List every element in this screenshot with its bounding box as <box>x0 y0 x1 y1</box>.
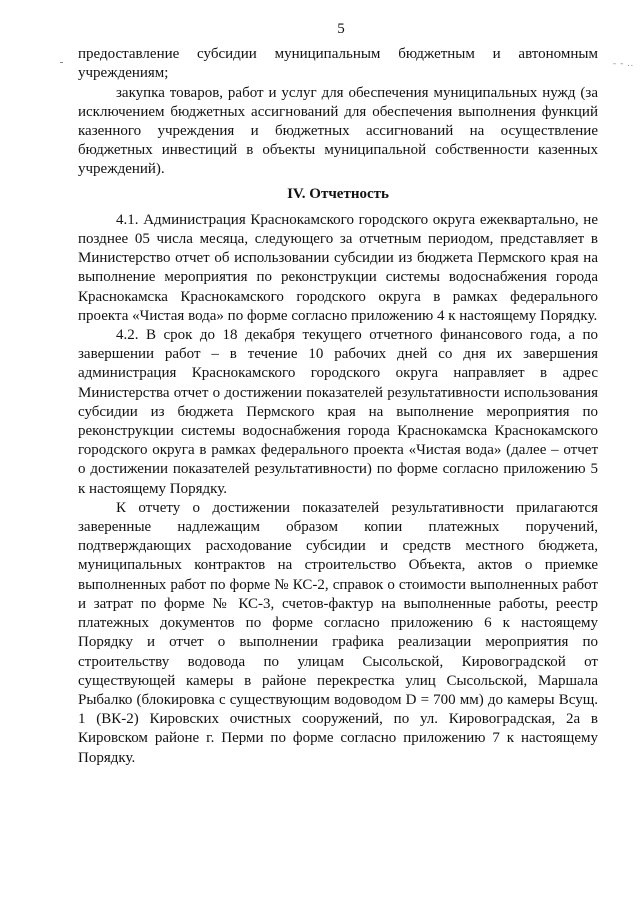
paragraph-procurement: закупка товаров, работ и услуг для обеспечения муниципальных нужд (за исключением бюджетных ассигнований для обеспечения выполнения функций казенного учреждения и бюджетных ассигнований на осуществление бюджетных инвестиций в объекты муниципальной собственности казенных учреждений). <box>78 84 598 178</box>
section-heading: IV. Отчетность <box>287 185 389 202</box>
scan-mark-left <box>60 62 63 63</box>
document-page <box>78 20 598 768</box>
paragraph-4-1: 4.1. Администрация Краснокамского городского округа ежеквартально, не позднее 05 числа месяца, следующего за отчетным периодом, представляет в Министерство отчет об использовании субсидии из бюджета Пермского края на выполнение мероприятия по реконструкции системы водоснабжения города Краснокамска Краснокамского городского округа в рамках федерального проекта «Чистая вода» по форме согласно приложению 4 к настоящему Порядку. <box>78 211 598 324</box>
scan-mark-corner: - - .. <box>613 58 634 68</box>
paragraph-report-attachments: К отчету о достижении показателей результативности прилагаются заверенные надлежащим образом копии платежных поручений, подтверждающих расходование субсидии и средств местного бюджета, муниципальных контрактов на строительство Объекта, актов о приемке выполненных работ по форме № КС-2, справок о стоимости выполненных работ и затрат по форме № КС-3, счетов-фактур на выполненные работы, реестр платежных документов по форме согласно приложению 6 к настоящему Порядку и отчет о выполнении графика реализации мероприятия по строительству водовода по улицам Сысольской, Кировоградской от существующей камеры в районе перекрестка улиц Сысольской, Маршала Рыбалко (блокировка с существующим водоводом D = 700 мм) до камеры Всущ. 1 (ВК-2) Кировских очистных сооружений, по ул. Кировоградская, 2а в Кировском районе г. Перми по форме согласно приложению 7 к настоящему Порядку. <box>78 499 598 766</box>
paragraph-subsidy-provision: предоставление субсидии муниципальным бюджетным и автономным учреждениям; <box>78 46 598 82</box>
page-number: 5 <box>337 21 345 37</box>
paragraph-4-2: 4.2. В срок до 18 декабря текущего отчетного финансового года, а по завершении работ – в течение 10 рабочих дней со дня их завершения администрация Краснокамского городского округа направляет в адрес Министерства отчет о достижении показателей результативности использования субсидии из бюджета Пермского края на выполнение мероприятия по реконструкции системы водоснабжения города Краснокамска Краснокамского городского округа в рамках федерального проекта «Чистая вода» (далее – отчет о достижении показателей результативности) по форме согласно приложению 5 к настоящему Порядку. <box>78 327 598 497</box>
